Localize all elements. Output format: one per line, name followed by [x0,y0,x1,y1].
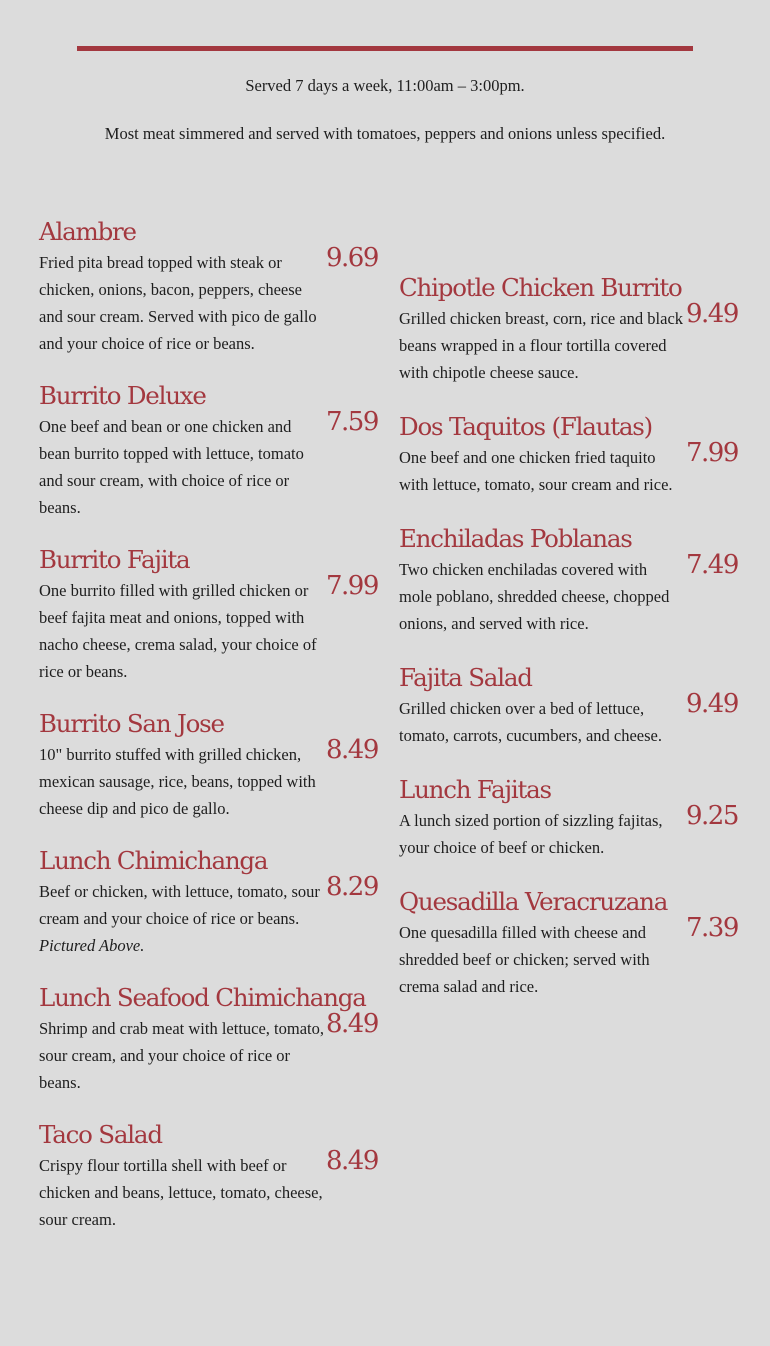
menu-item [399,522,738,637]
item-name: Lunch Chimichanga [39,846,268,875]
item-name: Burrito Fajita [39,545,190,574]
item-name: Burrito San Jose [39,709,224,738]
item-price: 8.49 [326,735,378,765]
hours-text: Served 7 days a week, 11:00am – 3:00pm. [245,76,525,95]
item-name: Enchiladas Poblanas [399,524,632,553]
menu-item [39,379,378,521]
item-description: One quesadilla filled with cheese and shredded beef or chicken; served with crema salad and rice. [399,923,650,996]
item-description-note: Pictured Above. [39,936,145,955]
right-menu-column [399,271,738,1024]
item-description: One beef and one chicken fried taquito with lettuce, tomato, sour cream and rice. [399,448,673,494]
item-name: Dos Taquitos (Flautas) [399,412,653,441]
item-name: Quesadilla Veracruzana [399,887,668,916]
menu-note: Most meat simmered and served with tomatoes, peppers and onions unless specified. [104,124,666,143]
item-description: Grilled chicken breast, corn, rice and black beans wrapped in a flour tortilla covered with chipotle cheese sauce. [399,309,684,382]
top-divider [77,46,693,51]
item-name: Lunch Seafood Chimichanga [39,983,366,1012]
item-price: 9.49 [686,299,738,329]
item-description: Grilled chicken over a bed of lettuce, tomato, carrots, cucumbers, and cheese. [399,699,662,745]
item-description: A lunch sized portion of sizzling fajitas, your choice of beef or chicken. [399,811,663,857]
menu-item [399,773,738,861]
item-description: Crispy flour tortilla shell with beef or chicken and beans, lettuce, tomato, cheese, sour cream. [39,1156,323,1229]
item-price: 7.99 [326,571,378,601]
item-price: 9.69 [326,243,378,273]
item-price: 9.25 [686,801,738,831]
menu-item [39,543,378,685]
item-price: 7.49 [686,550,738,580]
menu-item [39,981,378,1096]
item-name: Taco Salad [39,1120,162,1149]
item-name: Burrito Deluxe [39,381,206,410]
item-name: Chipotle Chicken Burrito [399,273,682,302]
menu-item [39,1118,378,1233]
menu-item [39,707,378,822]
menu-item [39,844,378,959]
item-description: 10" burrito stuffed with grilled chicken, mexican sausage, rice, beans, topped with cheese dip and pico de gallo. [39,745,316,818]
menu-item [399,661,738,749]
item-name: Fajita Salad [399,663,532,692]
item-description: Two chicken enchiladas covered with mole poblano, shredded cheese, chopped onions, and served with rice. [399,560,670,633]
item-description [39,878,324,959]
item-name: Alambre [39,217,136,246]
menu-item [399,410,738,498]
item-price: 7.59 [326,407,378,437]
item-name: Lunch Fajitas [399,775,551,804]
menu-item [399,271,738,386]
item-description: One beef and bean or one chicken and bean burrito topped with lettuce, tomato and sour cream, with choice of rice or beans. [39,417,304,517]
item-price: 9.49 [686,689,738,719]
menu-item [39,215,378,357]
left-menu-column [39,215,378,1255]
item-price: 7.99 [686,438,738,468]
item-description: Fried pita bread topped with steak or chicken, onions, bacon, peppers, cheese and sour cream. Served with pico de gallo and your choice of rice or beans. [39,253,317,353]
item-description: Shrimp and crab meat with lettuce, tomato, sour cream, and your choice of rice or beans. [39,1019,325,1092]
item-price: 8.49 [326,1009,378,1039]
item-price: 8.29 [326,872,378,902]
item-description: One burrito filled with grilled chicken or beef fajita meat and onions, topped with nacho cheese, crema salad, your choice of rice or beans. [39,581,317,681]
menu-item [399,885,738,1000]
item-price: 7.39 [686,913,738,943]
item-description-text: Beef or chicken, with lettuce, tomato, sour cream and your choice of rice or beans. [39,882,320,928]
item-price: 8.49 [326,1146,378,1176]
